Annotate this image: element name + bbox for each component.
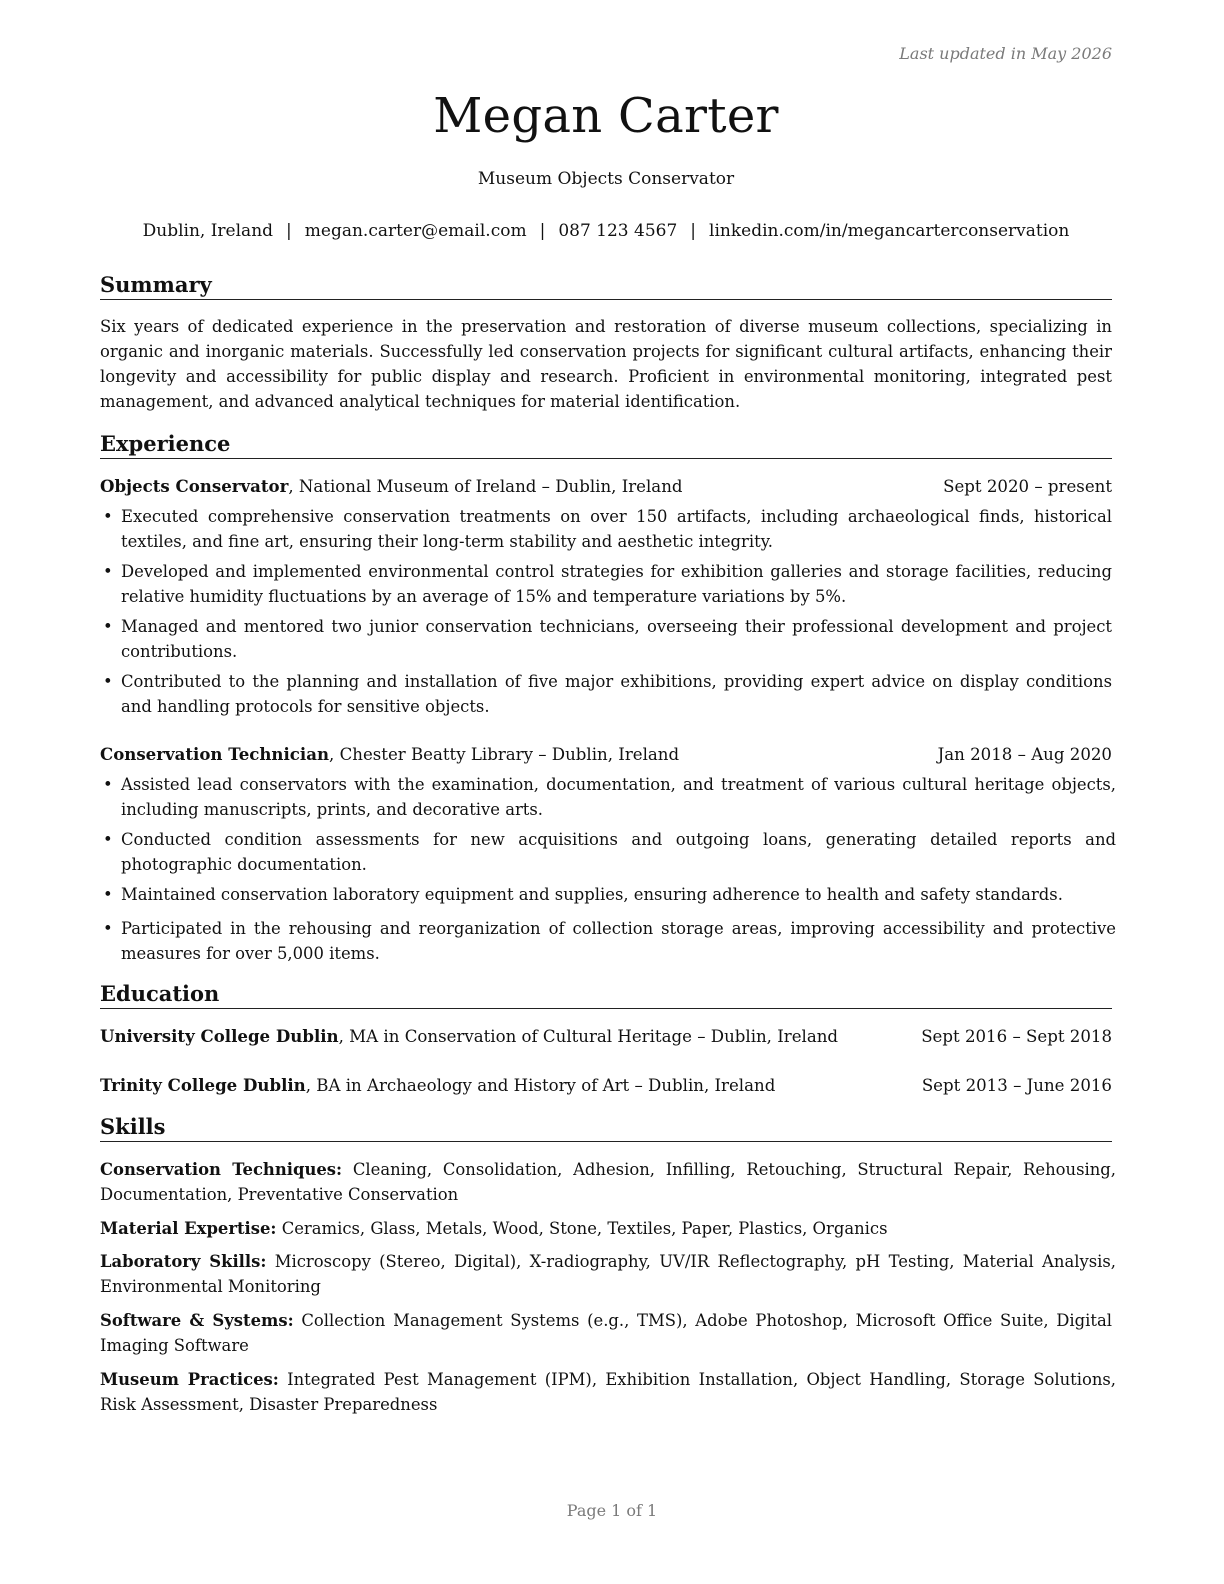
- education-degree: , MA in Conservation of Cultural Heritage – Dublin, Ireland: [338, 1027, 839, 1046]
- job-organization: , Chester Beatty Library – Dublin, Ireland: [329, 745, 680, 764]
- skill-value: Cleaning, Consolidation, Adhesion, Infilling, Retouching, Structural Repair, Rehousing, Documentation, Preventative Conservation: [100, 1160, 1116, 1204]
- last-updated-note: Last updated in May 2026: [899, 44, 1112, 63]
- skill-value: Collection Management Systems (e.g., TMS), Adobe Photoshop, Microsoft Office Suite, Digital Imaging Software: [100, 1311, 1113, 1355]
- job-header: [100, 742, 1112, 767]
- education-entry: [100, 1024, 1112, 1049]
- job-role: Objects Conservator: [100, 476, 289, 496]
- skill-label: Conservation Techniques:: [100, 1160, 343, 1179]
- job-role: Conservation Technician: [100, 744, 330, 764]
- contact-location: Dublin, Ireland: [142, 221, 274, 241]
- section-title-education: Education: [100, 980, 1112, 1009]
- education-dates: Sept 2016 – Sept 2018: [921, 1027, 1112, 1046]
- contact-linkedin-link[interactable]: linkedin.com/in/megancarterconservation: [709, 221, 1070, 241]
- skill-value: Microscopy (Stereo, Digital), X-radiography, UV/IR Reflectography, pH Testing, Material Analysis, Environmental Monitoring: [100, 1252, 1116, 1296]
- education-entry: [100, 1073, 1112, 1098]
- page-number-footer: Page 1 of 1: [566, 1501, 658, 1520]
- section-title-summary: Summary: [100, 271, 1112, 300]
- contact-email-link[interactable]: megan.carter@email.com: [304, 221, 527, 241]
- job-bullet: • Participated in the rehousing and reorganization of collection storage areas, improving accessibility and protective measures for over 5,000 items.: [100, 916, 1116, 966]
- candidate-name: Megan Carter: [433, 88, 779, 144]
- contact-separator: |: [286, 221, 292, 241]
- education-degree: , BA in Archaeology and History of Art – Dublin, Ireland: [305, 1076, 776, 1095]
- job-bullet: • Executed comprehensive conservation treatments on over 150 artifacts, including archaeological finds, historical textiles, and fine art, ensuring their long-term stability and aesthetic integrity.: [100, 504, 1112, 554]
- skill-value: Ceramics, Glass, Metals, Wood, Stone, Textiles, Paper, Plastics, Organics: [276, 1219, 888, 1238]
- skill-row: [100, 1367, 1116, 1417]
- job-bullet: • Maintained conservation laboratory equipment and supplies, ensuring adherence to health and safety standards.: [100, 882, 1116, 907]
- education-school: University College Dublin: [100, 1026, 339, 1046]
- contact-line: [100, 219, 1112, 243]
- skill-label: Laboratory Skills:: [100, 1252, 267, 1271]
- section-title-skills: Skills: [100, 1113, 1112, 1142]
- contact-separator: |: [539, 221, 546, 241]
- skill-row: [100, 1308, 1112, 1358]
- skill-label: Material Expertise:: [100, 1219, 277, 1238]
- job-bullet: • Developed and implemented environmental control strategies for exhibition galleries and storage facilities, reducing relative humidity fluctuations by an average of 15% and temperature variations by 5%.: [100, 559, 1112, 609]
- job-bullet: • Contributed to the planning and installation of five major exhibitions, providing expert advice on display conditions and handling protocols for sensitive objects.: [100, 669, 1112, 719]
- skill-label: Museum Practices:: [100, 1370, 279, 1389]
- candidate-headline: Museum Objects Conservator: [477, 169, 735, 189]
- job-bullet: • Assisted lead conservators with the examination, documentation, and treatment of various cultural heritage objects, including manuscripts, prints, and decorative arts.: [100, 772, 1116, 822]
- skill-row: [100, 1157, 1116, 1207]
- skill-row: [100, 1249, 1116, 1299]
- job-header: [100, 474, 1112, 499]
- job-bullet: • Managed and mentored two junior conservation technicians, overseeing their professional development and project contributions.: [100, 614, 1112, 664]
- education-school: Trinity College Dublin: [100, 1075, 306, 1095]
- section-title-experience: Experience: [100, 430, 1112, 459]
- skill-label: Software & Systems:: [100, 1311, 294, 1330]
- job-bullet-list: [100, 772, 1116, 971]
- job-dates: Jan 2018 – Aug 2020: [937, 745, 1112, 764]
- contact-phone: 087 123 4567: [558, 221, 678, 241]
- skill-row: [100, 1216, 1116, 1241]
- job-bullet-list: [100, 504, 1112, 724]
- job-dates: Sept 2020 – present: [943, 477, 1112, 496]
- summary-text: Six years of dedicated experience in the preservation and restoration of diverse museum collections, specializing in organic and inorganic materials. Successfully led conservation projects for significant cultural artifacts, enhancing their longevity and accessibility for public display and research. Proficient in environmental monitoring, integrated pest management, and advanced analytical techniques for material identification.: [100, 317, 1112, 411]
- education-dates: Sept 2013 – June 2016: [921, 1076, 1112, 1095]
- contact-separator: |: [690, 221, 697, 241]
- job-organization: , National Museum of Ireland – Dublin, Ireland: [288, 477, 683, 496]
- job-bullet: • Conducted condition assessments for new acquisitions and outgoing loans, generating detailed reports and photographic documentation.: [100, 827, 1116, 877]
- skill-value: Integrated Pest Management (IPM), Exhibition Installation, Object Handling, Storage Solutions, Risk Assessment, Disaster Preparedness: [100, 1370, 1117, 1414]
